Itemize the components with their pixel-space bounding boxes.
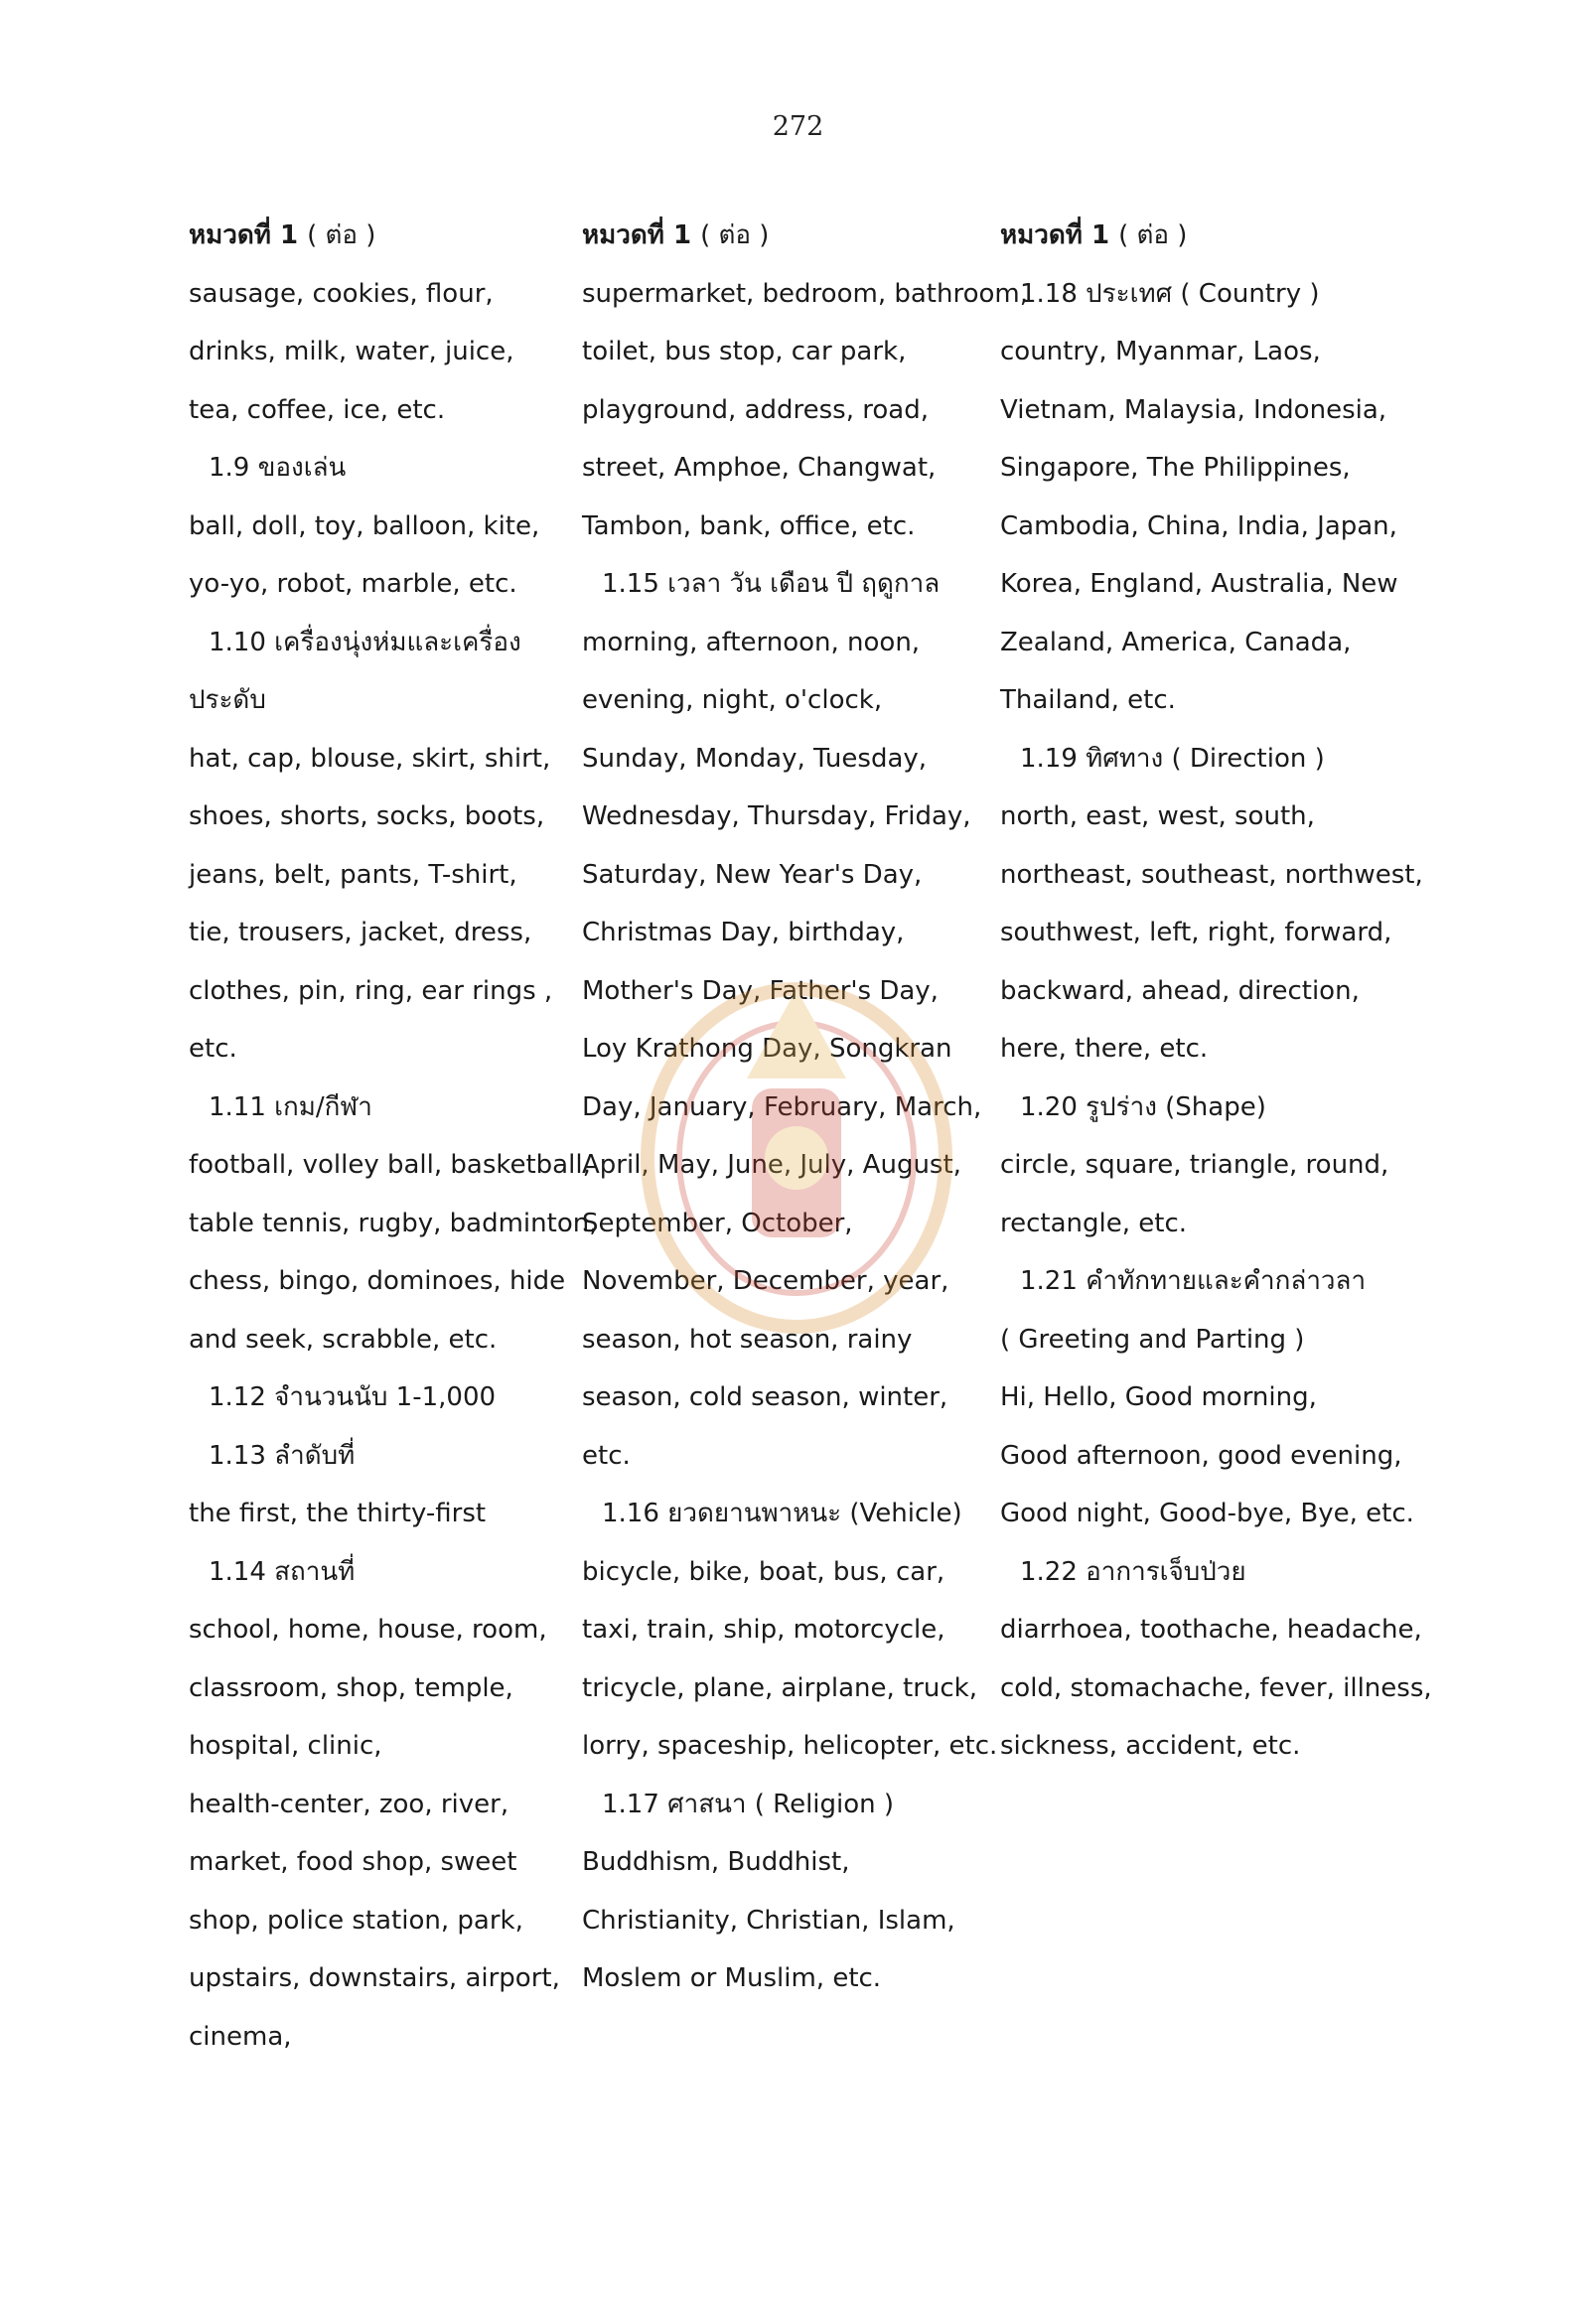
vocabulary-line: tea, coffee, ice, etc. — [189, 394, 446, 425]
section-heading-continued: ( ต่อ ) — [307, 220, 376, 250]
vocabulary-line: Saturday, New Year's Day, — [582, 859, 923, 890]
vocabulary-line: Sunday, Monday, Tuesday, — [582, 743, 928, 774]
vocabulary-line: taxi, train, ship, motorcycle, — [582, 1615, 945, 1645]
vocabulary-line: Loy Krathong Day, Songkran — [582, 1034, 952, 1064]
vocabulary-line: November, December, year, — [582, 1266, 949, 1296]
vocabulary-line: shop, police station, park, — [189, 1905, 523, 1936]
vocabulary-line: Thailand, etc. — [1000, 685, 1176, 715]
vocabulary-line: cold, stomachache, fever, illness, — [1000, 1672, 1432, 1703]
vocabulary-line: season, hot season, rainy — [582, 1324, 913, 1355]
vocabulary-line: Wednesday, Thursday, Friday, — [582, 801, 971, 831]
vocabulary-line: ball, doll, toy, balloon, kite, — [189, 510, 540, 541]
vocabulary-line: Buddhism, Buddhist, — [582, 1847, 850, 1877]
vocabulary-line: clothes, pin, ring, ear rings , — [189, 975, 553, 1006]
vocabulary-line: hospital, clinic, — [189, 1731, 382, 1761]
vocabulary-line: Vietnam, Malaysia, Indonesia, — [1000, 394, 1387, 425]
vocabulary-line: rectangle, etc. — [1000, 1208, 1188, 1238]
vocabulary-line: street, Amphoe, Changwat, — [582, 453, 937, 483]
column-1 — [189, 207, 598, 2066]
vocabulary-line: country, Myanmar, Laos, — [1000, 337, 1321, 366]
vocabulary-line: Christmas Day, birthday, — [582, 918, 905, 947]
section-heading-title: หมวดที่ 1 — [1000, 220, 1110, 250]
vocabulary-line: bicycle, bike, boat, bus, car, — [582, 1556, 945, 1587]
subsection-title: 1.11 เกม/กีฬา — [209, 1091, 372, 1122]
vocabulary-line: etc. — [189, 1034, 237, 1064]
vocabulary-line: playground, address, road, — [582, 394, 929, 425]
vocabulary-line: hat, cap, blouse, skirt, shirt, — [189, 743, 551, 774]
vocabulary-line: jeans, belt, pants, T-shirt, — [189, 859, 517, 890]
vocabulary-line: Tambon, bank, office, etc. — [582, 510, 916, 541]
vocabulary-line: sausage, cookies, flour, — [189, 278, 494, 309]
vocabulary-line: Good afternoon, good evening, — [1000, 1440, 1402, 1471]
section-heading-continued: ( ต่อ ) — [1118, 220, 1188, 250]
section-heading-title: หมวดที่ 1 — [582, 220, 692, 250]
vocabulary-line: sickness, accident, etc. — [1000, 1731, 1301, 1761]
vocabulary-line: Christianity, Christian, Islam, — [582, 1905, 955, 1936]
vocabulary-line: northeast, southeast, northwest, — [1000, 859, 1423, 890]
vocabulary-line: supermarket, bedroom, bathroom, — [582, 278, 1028, 309]
subsection-title: 1.22 อาการเจ็บป่วย — [1020, 1556, 1246, 1587]
vocabulary-line: September, October, — [582, 1208, 853, 1238]
subsection-title: 1.16 ยวดยานพาหนะ (Vehicle) — [602, 1499, 962, 1528]
vocabulary-line: Moslem or Muslim, etc. — [582, 1963, 882, 1993]
vocabulary-line: classroom, shop, temple, — [189, 1672, 513, 1703]
vocabulary-line: drinks, milk, water, juice, — [189, 337, 514, 366]
vocabulary-line: Zealand, America, Canada, — [1000, 627, 1352, 657]
vocabulary-line: season, cold season, winter, — [582, 1382, 948, 1412]
vocabulary-line: table tennis, rugby, badminton, — [189, 1208, 598, 1238]
vocabulary-line: cinema, — [189, 2021, 292, 2052]
vocabulary-line: southwest, left, right, forward, — [1000, 918, 1392, 947]
vocabulary-line: health-center, zoo, river, — [189, 1789, 509, 1819]
section-heading — [1000, 207, 1417, 265]
subsection-title: 1.18 ประเทศ ( Country ) — [1020, 278, 1320, 309]
vocabulary-line: Hi, Hello, Good morning, — [1000, 1382, 1317, 1412]
subsection-title: 1.13 ลำดับที่ — [209, 1440, 356, 1471]
vocabulary-line: upstairs, downstairs, airport, — [189, 1963, 560, 1993]
vocabulary-line: tricycle, plane, airplane, truck, — [582, 1672, 977, 1703]
vocabulary-line: Korea, England, Australia, New — [1000, 569, 1398, 599]
section-heading — [582, 207, 984, 265]
vocabulary-line: toilet, bus stop, car park, — [582, 337, 907, 366]
section-heading — [189, 207, 566, 265]
vocabulary-line: ประดับ — [189, 685, 266, 715]
vocabulary-line: morning, afternoon, noon, — [582, 627, 921, 657]
vocabulary-line: the first, the thirty-first — [189, 1499, 487, 1528]
subsection-title: 1.14 สถานที่ — [209, 1556, 356, 1587]
subsection-title: 1.9 ของเล่น — [209, 453, 347, 483]
vocabulary-line: football, volley ball, basketball, — [189, 1150, 591, 1180]
vocabulary-line: Good night, Good-bye, Bye, etc. — [1000, 1499, 1414, 1528]
subsection-title: 1.21 คำทักทายและคำกล่าวลา — [1020, 1266, 1367, 1296]
vocabulary-line: school, home, house, room, — [189, 1615, 547, 1645]
subsection-title: 1.17 ศาสนา ( Religion ) — [602, 1789, 895, 1819]
vocabulary-line: evening, night, o'clock, — [582, 685, 883, 715]
column-2 — [582, 207, 1028, 2008]
vocabulary-line: yo-yo, robot, marble, etc. — [189, 569, 517, 599]
section-heading-title: หมวดที่ 1 — [189, 220, 299, 250]
vocabulary-line: here, there, etc. — [1000, 1034, 1209, 1064]
vocabulary-line: lorry, spaceship, helicopter, etc. — [582, 1731, 998, 1761]
vocabulary-line: backward, ahead, direction, — [1000, 975, 1360, 1006]
subsection-title: 1.19 ทิศทาง ( Direction ) — [1020, 743, 1325, 774]
section-heading-continued: ( ต่อ ) — [700, 220, 770, 250]
vocabulary-line: shoes, shorts, socks, boots, — [189, 801, 545, 831]
column-3 — [1000, 207, 1432, 1776]
vocabulary-line: etc. — [582, 1440, 631, 1471]
vocabulary-line: Singapore, The Philippines, — [1000, 453, 1351, 483]
vocabulary-line: diarrhoea, toothache, headache, — [1000, 1615, 1422, 1645]
subsection-title: 1.20 รูปร่าง (Shape) — [1020, 1091, 1266, 1122]
vocabulary-line: north, east, west, south, — [1000, 801, 1315, 831]
vocabulary-line: Mother's Day, Father's Day, — [582, 975, 939, 1006]
vocabulary-line: Cambodia, China, India, Japan, — [1000, 510, 1397, 541]
page-number: 272 — [772, 111, 824, 142]
vocabulary-line: April, May, June, July, August, — [582, 1150, 961, 1180]
vocabulary-line: circle, square, triangle, round, — [1000, 1150, 1389, 1180]
vocabulary-line: and seek, scrabble, etc. — [189, 1324, 498, 1355]
subsection-title: 1.10 เครื่องนุ่งห่มและเครื่อง — [209, 627, 521, 657]
vocabulary-line: market, food shop, sweet — [189, 1847, 517, 1877]
subsection-title: 1.12 จำนวนนับ 1-1,000 — [209, 1382, 497, 1412]
vocabulary-line: ( Greeting and Parting ) — [1000, 1324, 1305, 1355]
vocabulary-line: Day, January, February, March, — [582, 1091, 982, 1122]
vocabulary-line: chess, bingo, dominoes, hide — [189, 1266, 566, 1296]
vocabulary-line: tie, trousers, jacket, dress, — [189, 918, 532, 947]
subsection-title: 1.15 เวลา วัน เดือน ปี ฤดูกาล — [602, 569, 941, 599]
